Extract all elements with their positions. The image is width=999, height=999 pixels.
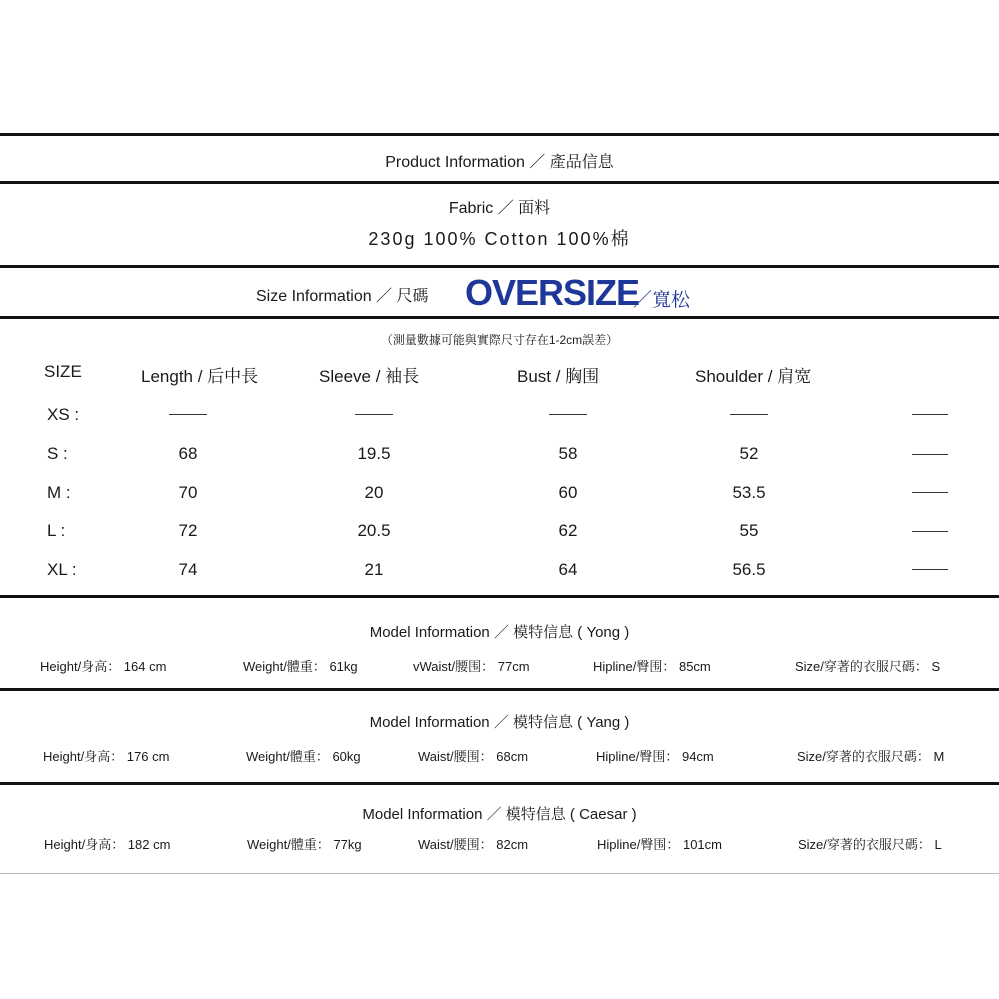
model-hipline: Hipline/臀围： 85cm	[593, 659, 711, 674]
empty-value-dash	[912, 492, 948, 493]
cell-shoulder: 55	[739, 521, 759, 540]
divider	[0, 595, 999, 598]
cell-shoulder: 53.5	[732, 483, 766, 502]
cell-shoulder: 52	[739, 444, 759, 463]
model-waist: Waist/腰围： 68cm	[418, 749, 529, 764]
model-hipline: Hipline/臀围： 94cm	[596, 749, 714, 764]
size-info-label: Size Information ／ 尺碼	[256, 288, 429, 305]
cell-bust: 64	[558, 560, 578, 579]
header-bust: Bust / 胸围	[517, 367, 600, 386]
model-weight: Weight/體重： 61kg	[243, 659, 358, 674]
model-info-title: Model Information ／ 模特信息 ( Caesar )	[362, 806, 637, 823]
cell-sleeve: 19.5	[357, 444, 391, 463]
empty-value-dash	[549, 414, 587, 415]
model-waist: vWaist/腰围： 77cm	[413, 659, 530, 674]
header-length: Length / 后中長	[141, 367, 259, 386]
cell-length: 72	[178, 521, 198, 540]
cell-sleeve: 20	[364, 483, 384, 502]
fabric-value: 230g 100% Cotton 100%棉	[368, 229, 631, 249]
cell-length: 74	[178, 560, 198, 579]
model-size: Size/穿著的衣服尺碼： M	[797, 749, 945, 764]
divider	[0, 873, 999, 874]
measurement-note: （測量數據可能與實際尺寸存在1-2cm誤差）	[380, 333, 619, 347]
model-size: Size/穿著的衣服尺碼： L	[798, 837, 942, 852]
empty-value-dash	[912, 569, 948, 570]
model-info-title: Model Information ／ 模特信息 ( Yong )	[369, 624, 630, 641]
model-waist: Waist/腰围： 82cm	[418, 837, 529, 852]
model-info-title: Model Information ／ 模特信息 ( Yang )	[369, 714, 630, 731]
model-height: Height/身高： 182 cm	[44, 837, 171, 852]
model-hipline: Hipline/臀围： 101cm	[597, 837, 722, 852]
divider	[0, 181, 999, 184]
model-height: Height/身高： 164 cm	[40, 659, 167, 674]
oversize-suffix: ／寬松	[633, 290, 691, 311]
model-weight: Weight/體重： 60kg	[246, 749, 361, 764]
size-label-xs: XS :	[47, 405, 80, 424]
cell-length: 68	[178, 444, 198, 463]
divider	[0, 265, 999, 268]
model-weight: Weight/體重： 77kg	[247, 837, 362, 852]
cell-shoulder: 56.5	[732, 560, 766, 579]
cell-sleeve: 21	[364, 560, 384, 579]
empty-value-dash	[912, 454, 948, 455]
cell-bust: 60	[558, 483, 578, 502]
cell-length: 70	[178, 483, 198, 502]
size-label-l: L :	[47, 521, 66, 540]
product-info-title: Product Information ／ 產品信息	[385, 154, 614, 171]
header-size: SIZE	[44, 362, 82, 381]
divider	[0, 316, 999, 319]
cell-bust: 58	[558, 444, 578, 463]
empty-value-dash	[912, 414, 948, 415]
model-size: Size/穿著的衣服尺碼： S	[795, 659, 941, 674]
cell-bust: 62	[558, 521, 578, 540]
divider	[0, 782, 999, 785]
empty-value-dash	[169, 414, 207, 415]
size-label-m: M :	[47, 483, 71, 502]
fabric-label: Fabric ／ 面料	[448, 200, 551, 217]
model-height: Height/身高： 176 cm	[43, 749, 170, 764]
size-label-xl: XL :	[47, 560, 77, 579]
cell-sleeve: 20.5	[357, 521, 391, 540]
size-label-s: S :	[47, 444, 68, 463]
divider	[0, 133, 999, 136]
empty-value-dash	[355, 414, 393, 415]
header-sleeve: Sleeve / 袖長	[319, 367, 420, 386]
empty-value-dash	[730, 414, 768, 415]
oversize-label: OVERSIZE	[465, 272, 640, 313]
header-shoulder: Shoulder / 肩宽	[695, 367, 812, 386]
divider	[0, 688, 999, 691]
empty-value-dash	[912, 531, 948, 532]
